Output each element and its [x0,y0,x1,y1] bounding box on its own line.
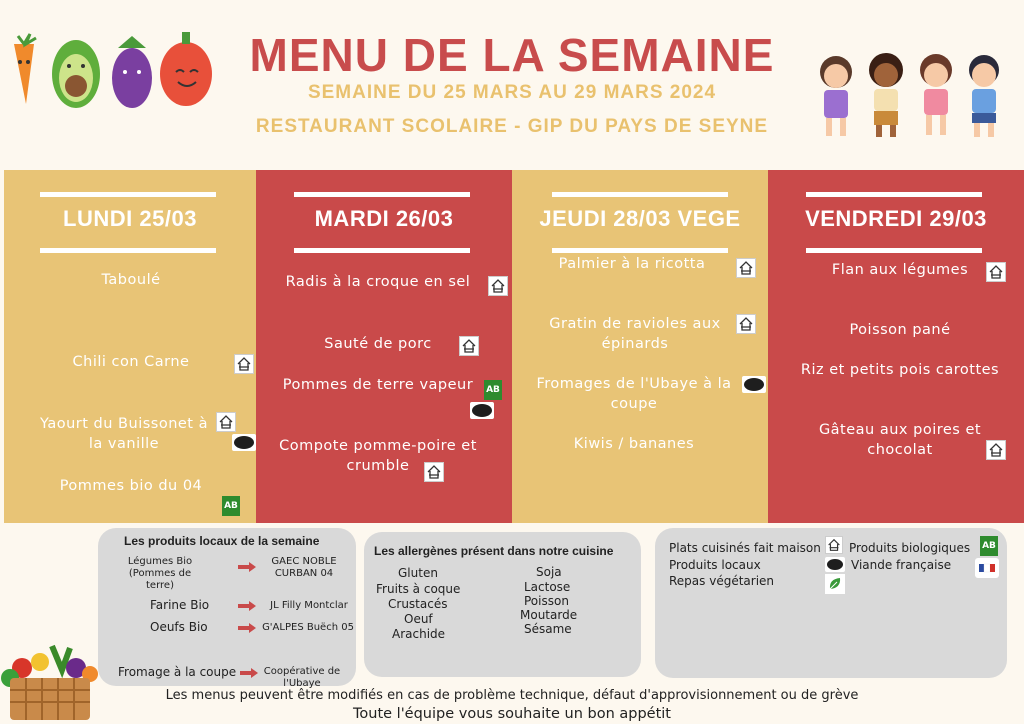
dish-dairy: Yaourt du Buissonet à la vanille [39,416,208,452]
dish-side: Pommes de terre vapeur [282,377,474,393]
dish-main: Sauté de porc [324,336,432,352]
allergen-item: Gluten [398,566,438,580]
local-product-supplier: JL Filly Montclar [270,600,348,611]
vegetarian-leaf-icon [825,574,845,594]
local-product-icon [825,557,845,572]
divider [40,248,216,253]
week-subtitle: SEMAINE DU 25 MARS AU 29 MARS 2024 [307,82,717,103]
divider [294,248,470,253]
homemade-icon [986,262,1006,282]
local-product-icon [232,434,256,451]
footer-notice: Les menus peuvent être modifiés en cas de problème technique, défaut d'approvisionnement ou de grève [165,688,859,703]
homemade-icon [736,314,756,334]
local-product-supplier: GAEC NOBLE CURBAN 04 [271,556,337,579]
local-product-name: Fromage à la coupe [118,665,237,679]
french-meat-flag-icon [975,558,999,578]
day-title: LUNDI 25/03 [63,206,197,231]
allergen-item: Fruits à coque [376,582,461,596]
local-products-box [98,528,356,689]
restaurant-subtitle: RESTAURANT SCOLAIRE - GIP DU PAYS DE SEYNE [255,116,769,137]
day-title: MARDI 26/03 [314,206,454,231]
dish-starter: Flan aux légumes [831,262,969,278]
day-column-thursday [512,170,768,523]
homemade-icon [216,412,236,432]
local-product-name: Oeufs Bio [150,620,208,634]
homemade-icon [825,536,843,554]
arrow-right-icon [238,601,256,611]
allergen-item: Sésame [524,622,572,636]
allergen-item: Oeuf [404,612,433,626]
arrow-right-icon [238,562,256,572]
legend-vegetarian-label: Repas végétarien [669,574,775,588]
divider [294,192,470,197]
local-product-supplier: G'ALPES Buëch 05 [262,622,354,633]
day-column-tuesday [256,170,512,523]
dish-starter: Radis à la croque en sel [285,274,471,290]
page-title: MENU DE LA SEMAINE [249,29,775,81]
legend-local-label: Produits locaux [669,558,761,572]
local-product-supplier: Coopérative de l'Ubaye [263,666,341,689]
divider [552,248,728,253]
allergens-title: Les allergènes présent dans notre cuisine [374,544,614,558]
homemade-icon [736,258,756,278]
day-title: VENDREDI 29/03 [805,206,987,231]
dish-main: Chili con Carne [72,354,190,370]
local-product-name: Farine Bio [150,598,210,612]
dish-main: Gratin de ravioles aux épinards [549,316,721,352]
day-column-friday [768,170,1024,523]
legend-homemade-label: Plats cuisinés fait maison [669,541,821,555]
footer-wish: Toute l'équipe vous souhaite un bon appétit [353,706,671,722]
arrow-right-icon [240,668,258,678]
divider [806,192,982,197]
dish-dessert: Kiwis / bananes [573,436,695,452]
homemade-icon [234,354,254,374]
organic-ab-icon: AB [222,496,240,516]
allergen-item: Lactose [524,580,571,594]
dish-side: Riz et petits pois carottes [800,362,1000,378]
homemade-icon [424,462,444,482]
homemade-icon [459,336,479,356]
legend-organic-label: Produits biologiques [849,541,971,555]
divider [806,248,982,253]
homemade-icon [488,276,508,296]
organic-ab-icon: AB [980,536,998,556]
local-product-icon [742,376,766,393]
legend-french-meat-label: Viande française [851,558,952,572]
allergen-item: Poisson [524,594,569,608]
homemade-icon [986,440,1006,460]
day-title: JEUDI 28/03 VEGE [539,206,741,231]
dish-dessert: Gâteau aux poires et chocolat [818,422,982,458]
legend-box [655,528,1007,678]
local-product-icon [470,402,494,419]
divider [40,192,216,197]
organic-ab-icon: AB [484,380,502,400]
dish-starter: Taboulé [101,272,161,288]
local-products-title: Les produits locaux de la semaine [124,534,320,548]
dish-main: Poisson pané [849,322,951,338]
dish-dairy: Fromages de l'Ubaye à la coupe [536,376,732,412]
day-column-monday [4,170,256,523]
allergens-box [364,532,641,677]
dish-dessert: Pommes bio du 04 [59,478,203,494]
allergen-item: Moutarde [520,608,578,622]
dish-starter: Palmier à la ricotta [558,256,706,272]
divider [552,192,728,197]
local-product-name: Légumes Bio (Pommes de terre) [127,556,193,591]
arrow-right-icon [238,623,256,633]
dish-dessert: Compote pomme-poire et crumble [279,438,477,474]
allergen-item: Crustacés [388,597,448,611]
allergen-item: Soja [536,565,562,579]
allergen-item: Arachide [392,627,446,641]
